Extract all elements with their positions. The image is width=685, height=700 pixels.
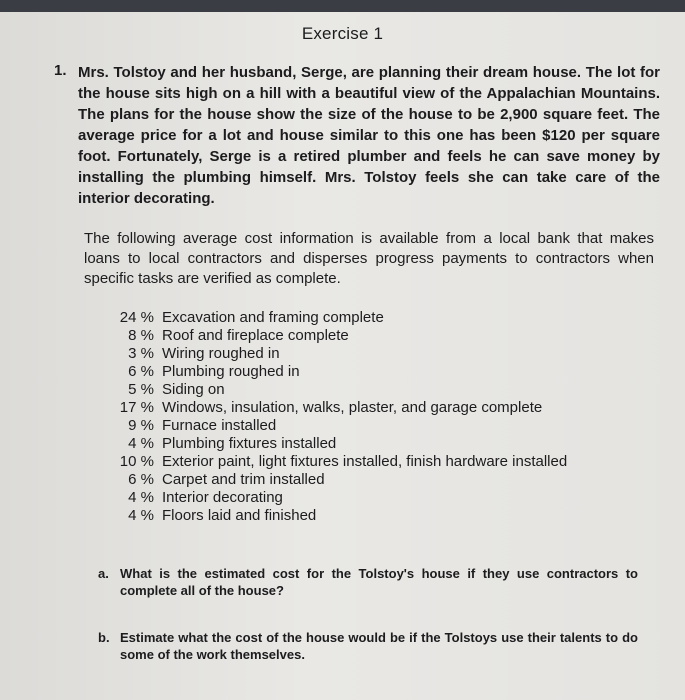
cost-item [104, 489, 604, 507]
cost-item [104, 309, 604, 327]
cost-description: Carpet and trim installed [162, 471, 325, 488]
cost-percent: 6 % [128, 471, 154, 488]
cost-percent: 10 % [119, 453, 154, 470]
question-number: 1. [54, 62, 67, 79]
problem-statement: Mrs. Tolstoy and her husband, Serge, are planning their dream house. The lot for the house sits high on a hill with a beautiful view of the Appalachian Mountains. The plans for the house show the size of the house to be 2,900 square feet. The average price for a lot and house similar to this one has been $120 per square foot. Fortunately, Serge is a retired plumber and feels he can save money by installing the plumbing himself. Mrs. Tolstoy feels she can take care of the interior decorating. [78, 64, 660, 207]
cost-breakdown-list [104, 309, 604, 525]
cost-description: Excavation and framing complete [162, 309, 384, 326]
cost-item [104, 399, 604, 417]
sub-question-letter: b. [98, 630, 110, 645]
cost-description: Siding on [162, 381, 225, 398]
cost-description: Furnace installed [162, 417, 277, 434]
page-title: Exercise 1 [301, 24, 384, 43]
cost-percent: 5 % [128, 381, 154, 398]
cost-percent: 4 % [128, 435, 154, 452]
cost-item [104, 345, 604, 363]
cost-description: Windows, insulation, walks, plaster, and garage complete [162, 399, 543, 416]
cost-item [104, 507, 604, 525]
cost-description: Roof and fireplace complete [162, 327, 349, 344]
cost-percent: 6 % [128, 363, 154, 380]
sub-question-text: What is the estimated cost for the Tolstoy's house if they use contractors to complete all of the house? [120, 566, 638, 598]
cost-item [104, 453, 604, 471]
cost-description: Plumbing roughed in [162, 363, 300, 380]
cost-percent: 9 % [128, 417, 154, 434]
cost-item [104, 471, 604, 489]
cost-item [104, 327, 604, 345]
cost-percent: 3 % [128, 345, 154, 362]
cost-info-intro: The following average cost information is available from a local bank that makes loans to local contractors and disperses progress payments to contractors when specific tasks are verified as complete. [84, 230, 654, 287]
cost-description: Floors laid and finished [162, 507, 317, 524]
cost-item [104, 417, 604, 435]
sub-question-a [98, 565, 638, 599]
cost-percent: 4 % [128, 489, 154, 506]
cost-percent: 24 % [119, 309, 154, 326]
cost-description: Exterior paint, light fixtures installed, finish hardware installed [162, 453, 568, 470]
cost-item [104, 363, 604, 381]
cost-item [104, 435, 604, 453]
cost-description: Interior decorating [162, 489, 283, 506]
sub-question-b [98, 629, 638, 663]
cost-description: Wiring roughed in [162, 345, 280, 362]
cost-percent: 17 % [119, 399, 154, 416]
sub-question-letter: a. [98, 566, 109, 581]
sub-question-text: Estimate what the cost of the house would be if the Tolstoys use their talents to do some of the work themselves. [120, 630, 638, 662]
cost-percent: 8 % [128, 327, 154, 344]
cost-item [104, 381, 604, 399]
cost-description: Plumbing fixtures installed [162, 435, 337, 452]
top-edge-bar [0, 0, 685, 12]
cost-percent: 4 % [128, 507, 154, 524]
